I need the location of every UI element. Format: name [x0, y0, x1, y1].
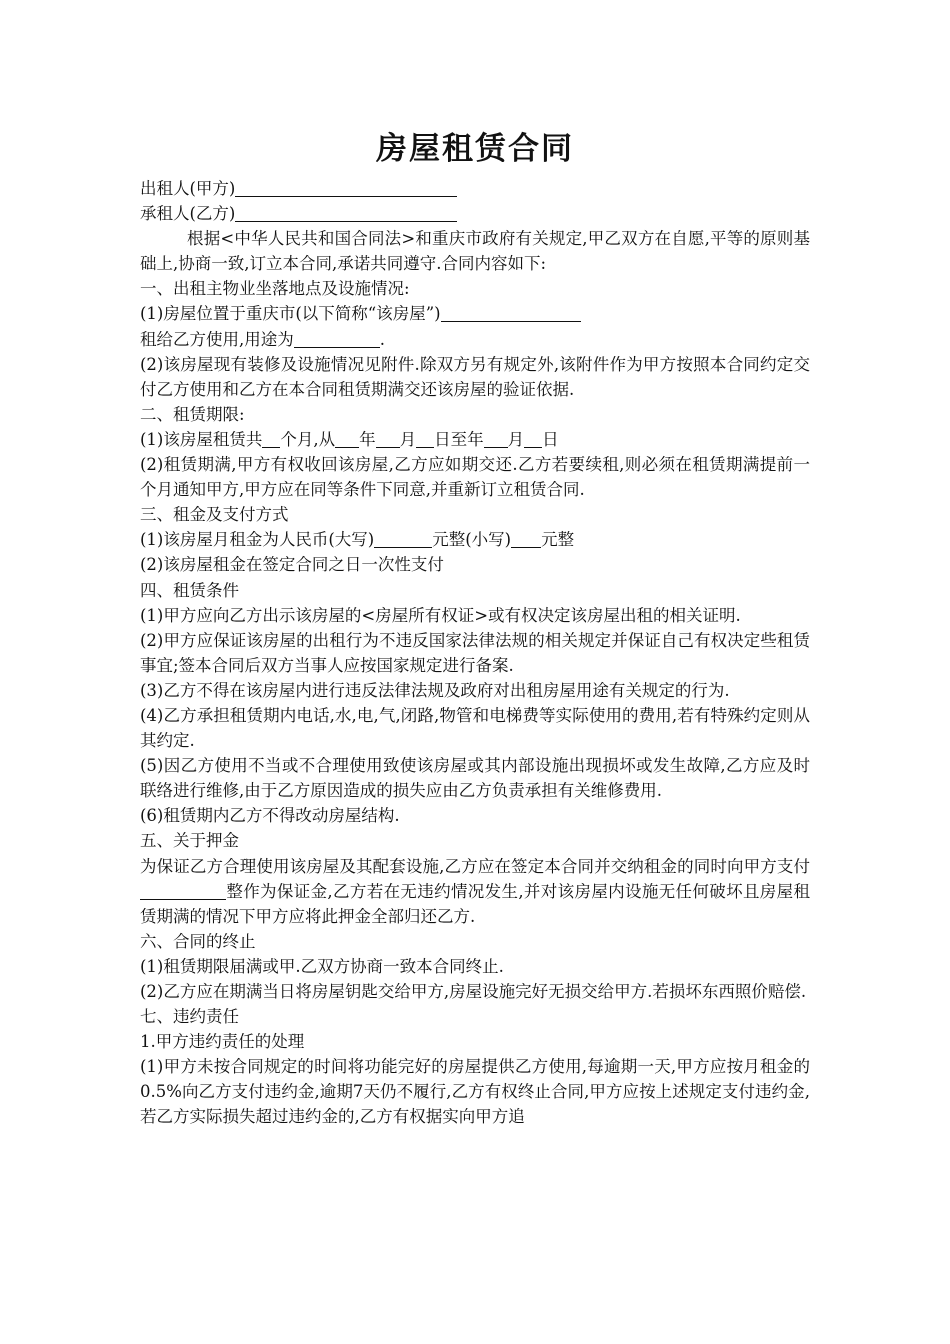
- section-6-item-1: (1)租赁期限届满或甲.乙双方协商一致本合同终止.: [140, 956, 504, 976]
- rent-text-b: 元整(小写): [432, 530, 512, 550]
- section-3-item-2: (2)该房屋租金在签定合同之日一次性支付: [140, 555, 444, 575]
- start-month-blank: [376, 430, 400, 448]
- intro-paragraph: 根据<中华人民共和国合同法>和重庆市政府有关规定,甲乙双方在自愿,平等的原则基础上,协商一致,订立本合同,承诺共同遵守.合同内容如下:: [140, 229, 810, 274]
- section-7-item-1: (1)甲方未按合同规定的时间将功能完好的房屋提供乙方使用,每逾期一天,甲方应按月租金的0.5%向乙方支付违约金,逾期7天仍不履行,乙方有权终止合同,甲方应按上述规定支付违约金,若乙方实际损失超过违约金的,乙方有权据实向甲方追: [140, 1057, 810, 1127]
- end-month-blank: [484, 430, 508, 448]
- end-day-blank: [524, 430, 542, 448]
- deposit-text-b: 整作为保证金,乙方若在无违约情况发生,并对该房屋内设施无任何破坏且房屋租赁期满的情况下甲方应将此押金全部归还乙方.: [140, 881, 810, 926]
- section-1-use-line: [140, 327, 810, 352]
- section-6-heading: 六、合同的终止: [140, 931, 256, 951]
- lessee-label: 承租人(乙方): [140, 204, 236, 224]
- section-7-subheading: 1.甲方违约责任的处理: [140, 1032, 305, 1052]
- start-day-blank: [416, 430, 434, 448]
- section-1-heading: 一、出租主物业坐落地点及设施情况:: [140, 279, 410, 299]
- term-text-a: (1)该房屋租赁共: [140, 429, 263, 449]
- section-2-heading: 二、租赁期限:: [140, 404, 245, 424]
- section-5-paragraph: [140, 854, 810, 929]
- lessee-line: [140, 201, 810, 226]
- section-4-item-1: (1)甲方应向乙方出示该房屋的<房屋所有权证>或有权决定该房屋出租的相关证明.: [140, 605, 741, 625]
- term-text-b: 个月,从: [280, 429, 336, 449]
- rent-lower-blank: [511, 530, 541, 548]
- lessee-blank: [235, 204, 457, 222]
- section-5-heading: 五、关于押金: [140, 831, 239, 851]
- lessor-line: [140, 176, 810, 201]
- section-4-item-5: (5)因乙方使用不当或不合理使用致使该房屋或其内部设施出现损坏或发生故障,乙方应及时联络进行维修,由于乙方原因造成的损失应由乙方负责承担有关维修费用.: [140, 756, 810, 801]
- term-text-e: 日至年: [434, 429, 484, 449]
- contract-page: [140, 124, 810, 1130]
- term-text-c: 年: [359, 429, 376, 449]
- section-1-item-2: (2)该房屋现有装修及设施情况见附件.除双方另有规定外,该附件作为甲方按照本合同约定交付乙方使用和乙方在本合同租赁期满交还该房屋的验证依据.: [140, 354, 810, 399]
- section-2-item-2: (2)租赁期满,甲方有权收回该房屋,乙方应如期交还.乙方若要续租,则必须在租赁期满提前一个月通知甲方,甲方应在同等条件下同意,并重新订立租赁合同.: [140, 455, 810, 500]
- location-blank: [441, 304, 581, 322]
- document-title: 房屋租赁合同: [376, 131, 574, 167]
- section-4-item-3: (3)乙方不得在该房屋内进行违反法律法规及政府对出租房屋用途有关规定的行为.: [140, 680, 730, 700]
- section-7-heading: 七、违约责任: [140, 1007, 239, 1027]
- term-text-d: 月: [399, 429, 417, 449]
- term-text-g: 日: [542, 429, 559, 449]
- rent-text-c: 元整: [541, 530, 575, 550]
- section-3-item-1: [140, 527, 810, 552]
- use-end: .: [379, 329, 385, 349]
- lessor-blank: [235, 179, 457, 197]
- location-text: (1)房屋位置于重庆市(以下简称“该房屋”): [140, 304, 441, 324]
- section-4-item-6: (6)租赁期内乙方不得改动房屋结构.: [140, 806, 400, 826]
- rent-upper-blank: [374, 530, 432, 548]
- term-text-f: 月: [507, 429, 525, 449]
- section-4-heading: 四、租赁条件: [140, 580, 239, 600]
- deposit-text-a: 为保证乙方合理使用该房屋及其配套设施,乙方应在签定本合同并交纳租金的同时向甲方支付: [140, 856, 810, 876]
- use-blank: [294, 330, 380, 348]
- use-text: 租给乙方使用,用途为: [140, 329, 294, 349]
- deposit-blank: [140, 882, 226, 900]
- section-2-item-1: [140, 427, 810, 452]
- section-1-item-1: [140, 301, 810, 326]
- section-6-item-2: (2)乙方应在期满当日将房屋钥匙交给甲方,房屋设施完好无损交给甲方.若损坏东西照价赔偿.: [140, 982, 807, 1001]
- section-4-item-4: (4)乙方承担租赁期内电话,水,电,气,闭路,物管和电梯费等实际使用的费用,若有特殊约定则从其约定.: [140, 705, 810, 751]
- months-blank: [262, 430, 280, 448]
- start-year-blank: [335, 430, 359, 448]
- lessor-label: 出租人(甲方): [140, 179, 236, 198]
- section-3-heading: 三、租金及支付方式: [140, 505, 289, 525]
- rent-text-a: (1)该房屋月租金为人民币(大写): [140, 530, 375, 550]
- section-4-item-2: (2)甲方应保证该房屋的出租行为不违反国家法律法规的相关规定并保证自己有权决定些租赁事宜;签本合同后双方当事人应按国家规定进行备案.: [140, 630, 810, 675]
